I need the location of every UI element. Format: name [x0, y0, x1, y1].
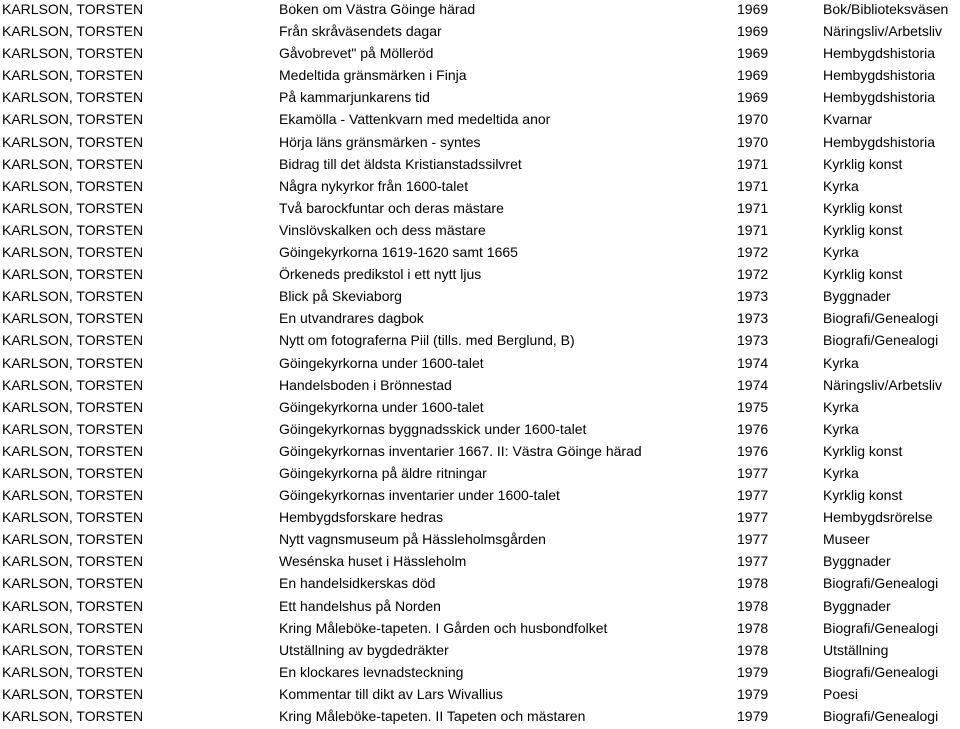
table-row [0, 528, 960, 550]
title-cell: Göingekyrkorna på äldre ritningar [279, 464, 487, 481]
title-cell: Ekamölla - Vattenkvarn med medeltida anor [279, 111, 551, 128]
category-cell: Kyrklig konst [823, 487, 903, 504]
year-cell: 1977 [737, 464, 769, 481]
title-cell: Örkeneds predikstol i ett nytt ljus [279, 266, 482, 283]
table-row [0, 396, 960, 418]
title-cell: Göingekyrkorna under 1600-talet [279, 398, 484, 415]
table-row [0, 440, 960, 462]
category-cell: Biografi/Genealogi [823, 619, 939, 636]
author-cell: KARLSON, TORSTEN [2, 619, 144, 636]
year-cell: 1969 [737, 23, 769, 40]
category-cell: Biografi/Genealogi [823, 575, 939, 592]
year-cell: 1969 [737, 45, 769, 62]
category-cell: Kyrka [823, 464, 859, 481]
author-cell: KARLSON, TORSTEN [2, 376, 144, 393]
table-row [0, 307, 960, 329]
title-cell: Några nykyrkor från 1600-talet [279, 177, 469, 194]
title-cell: Göingekyrkorna 1619-1620 samt 1665 [279, 244, 518, 261]
year-cell: 1971 [737, 177, 769, 194]
title-cell: Nytt om fotograferna Piil (tills. med Berglund, B) [279, 332, 575, 349]
year-cell: 1971 [737, 199, 769, 216]
title-cell: Göingekyrkornas inventarier 1667. II: Västra Göinge härad [279, 442, 642, 459]
category-cell: Hembygdshistoria [823, 67, 936, 84]
title-cell: Göingekyrkornas inventarier under 1600-talet [279, 487, 560, 504]
table-row [0, 329, 960, 351]
category-cell: Kyrklig konst [823, 199, 903, 216]
author-cell: KARLSON, TORSTEN [2, 111, 144, 128]
category-cell: Kyrklig konst [823, 155, 903, 172]
year-cell: 1978 [737, 619, 769, 636]
title-cell: En utvandrares dagbok [279, 310, 424, 327]
table-row [0, 285, 960, 307]
title-cell: Medeltida gränsmärken i Finja [279, 67, 467, 84]
title-cell: Utställning av bygdedräkter [279, 641, 449, 658]
category-cell: Kyrklig konst [823, 442, 903, 459]
category-cell: Kyrklig konst [823, 221, 903, 238]
year-cell: 1978 [737, 641, 769, 658]
title-cell: Göingekyrkorna under 1600-talet [279, 354, 484, 371]
category-cell: Biografi/Genealogi [823, 708, 939, 724]
table-row [0, 661, 960, 683]
author-cell: KARLSON, TORSTEN [2, 89, 144, 106]
title-cell: Boken om Västra Göinge härad [279, 1, 476, 17]
year-cell: 1979 [737, 685, 769, 702]
author-cell: KARLSON, TORSTEN [2, 398, 144, 415]
year-cell: 1977 [737, 487, 769, 504]
author-cell: KARLSON, TORSTEN [2, 244, 144, 261]
table-row [0, 683, 960, 705]
category-cell: Biografi/Genealogi [823, 332, 939, 349]
table-row [0, 550, 960, 572]
title-cell: Bidrag till det äldsta Kristianstadssilvret [279, 155, 522, 172]
year-cell: 1974 [737, 376, 769, 393]
year-cell: 1972 [737, 244, 769, 261]
author-cell: KARLSON, TORSTEN [2, 332, 144, 349]
author-cell: KARLSON, TORSTEN [2, 464, 144, 481]
table-row [0, 20, 960, 42]
title-cell: Blick på Skeviaborg [279, 288, 402, 305]
category-cell: Hembygdshistoria [823, 45, 936, 62]
author-cell: KARLSON, TORSTEN [2, 553, 144, 570]
author-cell: KARLSON, TORSTEN [2, 663, 144, 680]
year-cell: 1970 [737, 111, 769, 128]
table-row [0, 572, 960, 594]
author-cell: KARLSON, TORSTEN [2, 575, 144, 592]
title-cell: Handelsboden i Brönnestad [279, 376, 452, 393]
author-cell: KARLSON, TORSTEN [2, 155, 144, 172]
author-cell: KARLSON, TORSTEN [2, 487, 144, 504]
table-row [0, 219, 960, 241]
title-cell: Vinslövskalken och dess mästare [279, 221, 486, 238]
category-cell: Hembygdsrörelse [823, 509, 933, 526]
table-row [0, 374, 960, 396]
table-row [0, 153, 960, 175]
author-cell: KARLSON, TORSTEN [2, 266, 144, 283]
category-cell: Utställning [823, 641, 889, 658]
title-cell: Wesénska huset i Hässleholm [279, 553, 467, 570]
author-cell: KARLSON, TORSTEN [2, 1, 144, 17]
author-cell: KARLSON, TORSTEN [2, 133, 144, 150]
title-cell: Hembygdsforskare hedras [279, 509, 444, 526]
year-cell: 1970 [737, 133, 769, 150]
author-cell: KARLSON, TORSTEN [2, 509, 144, 526]
category-cell: Kyrka [823, 244, 859, 261]
category-cell: Kyrka [823, 177, 859, 194]
table-row [0, 484, 960, 506]
table-row [0, 617, 960, 639]
category-cell: Museer [823, 531, 870, 548]
title-cell: På kammarjunkarens tid [279, 89, 430, 106]
author-cell: KARLSON, TORSTEN [2, 310, 144, 327]
year-cell: 1973 [737, 332, 769, 349]
year-cell: 1977 [737, 531, 769, 548]
year-cell: 1969 [737, 67, 769, 84]
title-cell: Hörja läns gränsmärken - syntes [279, 133, 481, 150]
author-cell: KARLSON, TORSTEN [2, 597, 144, 614]
table-row [0, 418, 960, 440]
category-cell: Byggnader [823, 288, 891, 305]
title-cell: Gåvobrevet" på Mölleröd [279, 45, 434, 62]
author-cell: KARLSON, TORSTEN [2, 442, 144, 459]
title-cell: Kring Måleböke-tapeten. II Tapeten och mästaren [279, 708, 586, 724]
year-cell: 1974 [737, 354, 769, 371]
author-cell: KARLSON, TORSTEN [2, 708, 144, 724]
table-row [0, 352, 960, 374]
table-row [0, 595, 960, 617]
author-cell: KARLSON, TORSTEN [2, 23, 144, 40]
year-cell: 1979 [737, 663, 769, 680]
year-cell: 1973 [737, 288, 769, 305]
table-row [0, 639, 960, 661]
table-row [0, 241, 960, 263]
category-cell: Kyrka [823, 398, 859, 415]
author-cell: KARLSON, TORSTEN [2, 288, 144, 305]
author-cell: KARLSON, TORSTEN [2, 177, 144, 194]
title-cell: Kring Måleböke-tapeten. I Gården och husbondfolket [279, 619, 608, 636]
year-cell: 1973 [737, 310, 769, 327]
category-cell: Hembygdshistoria [823, 89, 936, 106]
category-cell: Byggnader [823, 553, 891, 570]
year-cell: 1978 [737, 575, 769, 592]
year-cell: 1976 [737, 442, 769, 459]
table-row [0, 42, 960, 64]
category-cell: Kyrklig konst [823, 266, 903, 283]
author-cell: KARLSON, TORSTEN [2, 420, 144, 437]
table-row [0, 131, 960, 153]
year-cell: 1977 [737, 553, 769, 570]
author-cell: KARLSON, TORSTEN [2, 354, 144, 371]
year-cell: 1979 [737, 708, 769, 724]
category-cell: Biografi/Genealogi [823, 663, 939, 680]
author-cell: KARLSON, TORSTEN [2, 199, 144, 216]
category-cell: Kvarnar [823, 111, 873, 128]
table-row [0, 86, 960, 108]
year-cell: 1969 [737, 1, 769, 17]
category-cell: Näringsliv/Arbetsliv [823, 376, 943, 393]
table-row [0, 506, 960, 528]
category-cell: Kyrka [823, 420, 859, 437]
year-cell: 1971 [737, 221, 769, 238]
year-cell: 1978 [737, 597, 769, 614]
title-cell: En handelsidkerskas död [279, 575, 436, 592]
author-cell: KARLSON, TORSTEN [2, 45, 144, 62]
title-cell: Två barockfuntar och deras mästare [279, 199, 504, 216]
table-row [0, 263, 960, 285]
title-cell: Ett handelshus på Norden [279, 597, 441, 614]
table-row [0, 197, 960, 219]
category-cell: Byggnader [823, 597, 891, 614]
author-cell: KARLSON, TORSTEN [2, 221, 144, 238]
table-row [0, 108, 960, 130]
table-row [0, 705, 960, 727]
title-cell: En klockares levnadsteckning [279, 663, 464, 680]
year-cell: 1977 [737, 509, 769, 526]
category-cell: Näringsliv/Arbetsliv [823, 23, 943, 40]
title-cell: Göingekyrkornas byggnadsskick under 1600-talet [279, 420, 587, 437]
author-cell: KARLSON, TORSTEN [2, 641, 144, 658]
category-cell: Kyrka [823, 354, 859, 371]
table-row [0, 175, 960, 197]
year-cell: 1976 [737, 420, 769, 437]
year-cell: 1975 [737, 398, 769, 415]
category-cell: Poesi [823, 685, 859, 702]
author-cell: KARLSON, TORSTEN [2, 531, 144, 548]
table-row [0, 64, 960, 86]
title-cell: Kommentar till dikt av Lars Wivallius [279, 685, 504, 702]
author-cell: KARLSON, TORSTEN [2, 67, 144, 84]
table-row [0, 0, 960, 20]
title-cell: Nytt vagnsmuseum på Hässleholmsgården [279, 531, 546, 548]
year-cell: 1971 [737, 155, 769, 172]
category-cell: Biografi/Genealogi [823, 310, 939, 327]
author-cell: KARLSON, TORSTEN [2, 685, 144, 702]
title-cell: Från skråväsendets dagar [279, 23, 442, 40]
year-cell: 1972 [737, 266, 769, 283]
year-cell: 1969 [737, 89, 769, 106]
category-cell: Hembygdshistoria [823, 133, 936, 150]
table-row [0, 462, 960, 484]
category-cell: Bok/Biblioteksväsen [823, 1, 949, 17]
